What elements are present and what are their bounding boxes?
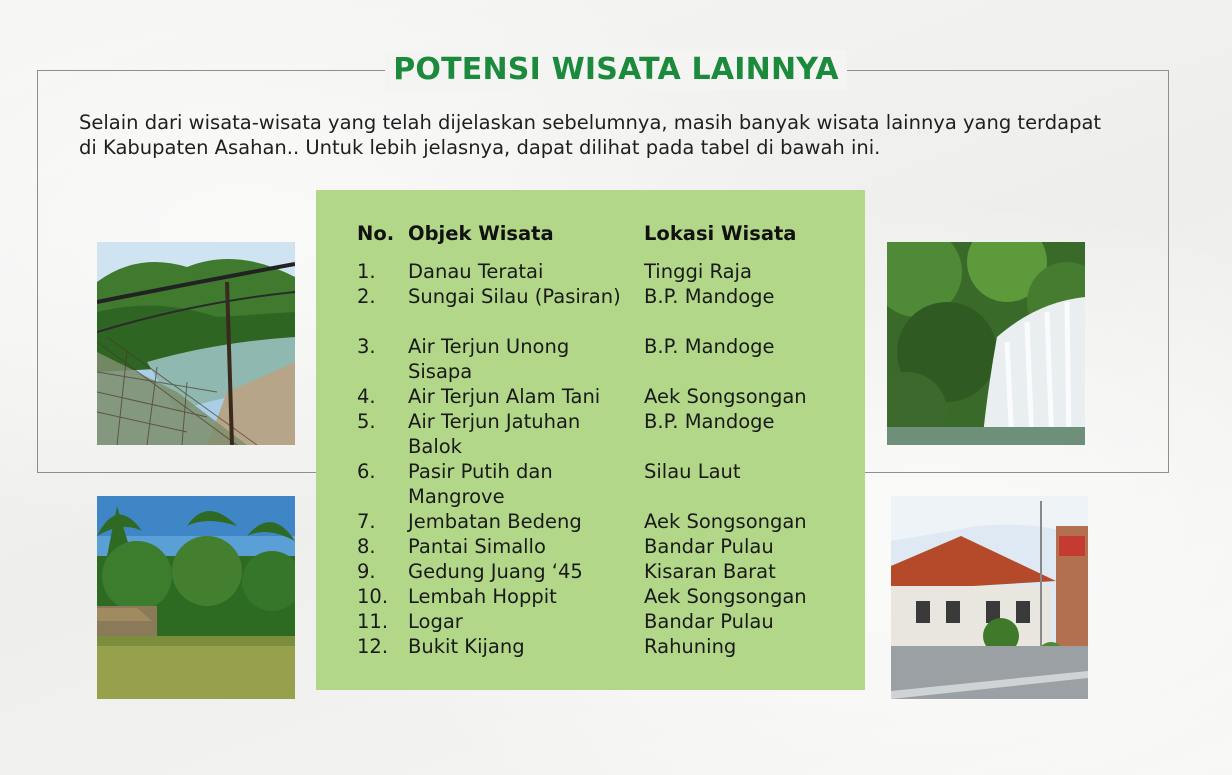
row-object: Danau Teratai (408, 260, 544, 283)
row-object: Jembatan Bedeng (408, 510, 582, 533)
row-location: B.P. Mandoge (644, 410, 775, 433)
header-no: No. (357, 222, 395, 245)
row-location: B.P. Mandoge (644, 285, 775, 308)
row-location: Silau Laut (644, 460, 741, 483)
row-location: Rahuning (644, 635, 737, 658)
photo-waterfall (887, 242, 1085, 445)
row-location: Bandar Pulau (644, 535, 774, 558)
header-location: Lokasi Wisata (644, 222, 797, 245)
photo-old-building (891, 496, 1088, 699)
header-object: Objek Wisata (408, 222, 554, 245)
row-location: B.P. Mandoge (644, 335, 775, 358)
row-object: Logar (408, 610, 463, 633)
row-location: Aek Songsongan (644, 510, 807, 533)
row-location: Tinggi Raja (644, 260, 752, 283)
row-object: Lembah Hoppit (408, 585, 557, 608)
row-no: 3. (357, 335, 376, 358)
row-no: 9. (357, 560, 376, 583)
row-object: Air Terjun Alam Tani (408, 385, 601, 408)
row-object: Pantai Simallo (408, 535, 546, 558)
row-object: Pasir Putih dan Mangrove (408, 460, 553, 508)
row-object: Sungai Silau (Pasiran) (408, 285, 621, 308)
row-object: Air Terjun Jatuhan Balok (408, 410, 581, 458)
row-location: Aek Songsongan (644, 385, 807, 408)
row-no: 7. (357, 510, 376, 533)
row-object: Air Terjun Unong Sisapa (408, 335, 570, 383)
row-object: Bukit Kijang (408, 635, 525, 658)
photo-palm-lake (97, 496, 295, 699)
row-no: 2. (357, 285, 376, 308)
row-location: Bandar Pulau (644, 610, 774, 633)
row-no: 12. (357, 635, 389, 658)
row-location: Aek Songsongan (644, 585, 807, 608)
row-location: Kisaran Barat (644, 560, 776, 583)
photo-suspension-bridge (97, 242, 295, 445)
intro-paragraph: Selain dari wisata-wisata yang telah dijelaskan sebelumnya, masih banyak wisata lainnya yang terdapat di Kabupaten Asahan.. Untuk lebih jelasnya, dapat dilihat pada tabel di bawah ini. (79, 111, 1102, 159)
page-title: POTENSI WISATA LAINNYA (385, 50, 847, 90)
row-no: 4. (357, 385, 376, 408)
row-no: 11. (357, 610, 389, 633)
row-no: 6. (357, 460, 376, 483)
row-no: 1. (357, 260, 376, 283)
row-object: Gedung Juang ‘45 (408, 560, 583, 583)
row-no: 8. (357, 535, 376, 558)
row-no: 10. (357, 585, 389, 608)
row-no: 5. (357, 410, 376, 433)
